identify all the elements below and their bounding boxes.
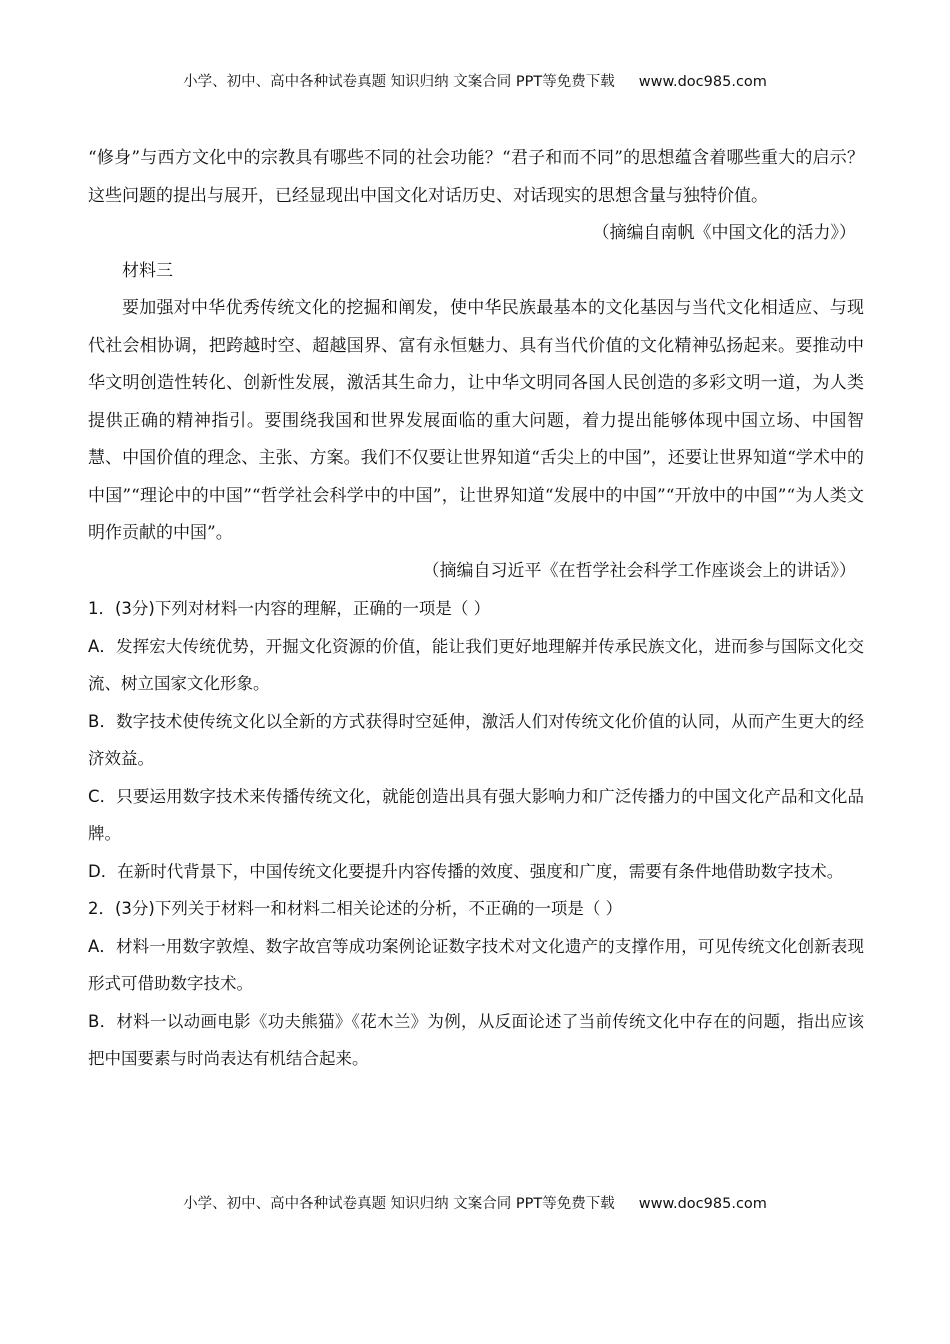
option-b: B．数字技术使传统文化以全新的方式获得时空延伸，激活人们对传统文化价值的认同，从而产生更大的经济效益。 bbox=[88, 711, 864, 768]
question-1 bbox=[88, 590, 864, 890]
option-b: B．材料一以动画电影《功夫熊猫》《花木兰》为例，从反面论述了当前传统文化中存在的问题，指出应该把中国要素与时尚表达有机结合起来。 bbox=[88, 1011, 864, 1068]
option-c: C．只要运用数字技术来传播传统文化，就能创造出具有强大影响力和广泛传播力的中国文化产品和文化品牌。 bbox=[88, 786, 864, 843]
document-body bbox=[88, 140, 864, 1078]
source-citation-2: （摘编自南帆《中国文化的活力》） bbox=[592, 223, 856, 243]
page-header bbox=[0, 70, 950, 91]
question-stem: 1．(3分)下列对材料一内容的理解，正确的一项是（ ） bbox=[88, 599, 491, 618]
footer-site-link[interactable]: www.doc985.com bbox=[638, 1196, 767, 1212]
material3-paragraph: 要加强对中华优秀传统文化的挖掘和阐发，使中华民族最基本的文化基因与当代文化相适应、与现代社会相协调，把跨越时空、超越国界、富有永恒魅力、具有当代价值的文化精神弘扬起来。要推动中华文明创造性转化、创新性发展，激活其生命力，让中华文明同各国人民创造的多彩文明一道，为人类提供正确的精神指引。要围绕我国和世界发展面临的重大问题，着力提出能够体现中国立场、中国智慧、中国价值的理念、主张、方案。我们不仅要让世界知道“舌尖上的中国”，还要让世界知道“学术中的中国”“理论中的中国”“哲学社会科学中的中国”，让世界知道“发展中的中国”“开放中的中国”“为人类文明作贡献的中国”。 bbox=[88, 298, 864, 543]
source-citation-3: （摘编自习近平《在哲学社会科学工作座谈会上的讲话》） bbox=[422, 560, 856, 581]
question-stem: 2．(3分)下列关于材料一和材料二相关论述的分析，不正确的一项是（ ） bbox=[88, 899, 623, 918]
page-footer bbox=[0, 1192, 950, 1213]
material3-title: 材料三 bbox=[122, 260, 173, 281]
material2-tail-paragraph: “修身”与西方文化中的宗教具有哪些不同的社会功能？“君子和而不同”的思想蕴含着哪些重大的启示？这些问题的提出与展开，已经显现出中国文化对话历史、对话现实的思想含量与独特价值。 bbox=[88, 148, 864, 206]
option-d: D．在新时代背景下，中国传统文化要提升内容传播的效度、强度和广度，需要有条件地借助数字技术。 bbox=[88, 861, 844, 881]
footer-text: 小学、初中、高中各种试卷真题 知识归纳 文案合同 PPT等免费下载 bbox=[183, 1196, 615, 1212]
option-a: A．材料一用数字敦煌、数字故宫等成功案例论证数字技术对文化遗产的支撑作用，可见传统文化创新表现形式可借助数字技术。 bbox=[88, 936, 864, 993]
header-site-link[interactable]: www.doc985.com bbox=[638, 74, 767, 90]
header-text: 小学、初中、高中各种试卷真题 知识归纳 文案合同 PPT等免费下载 bbox=[183, 74, 615, 90]
question-2 bbox=[88, 890, 864, 1078]
option-a: A．发挥宏大传统优势，开掘文化资源的价值，能让我们更好地理解并传承民族文化，进而参与国际文化交流、树立国家文化形象。 bbox=[88, 636, 864, 693]
